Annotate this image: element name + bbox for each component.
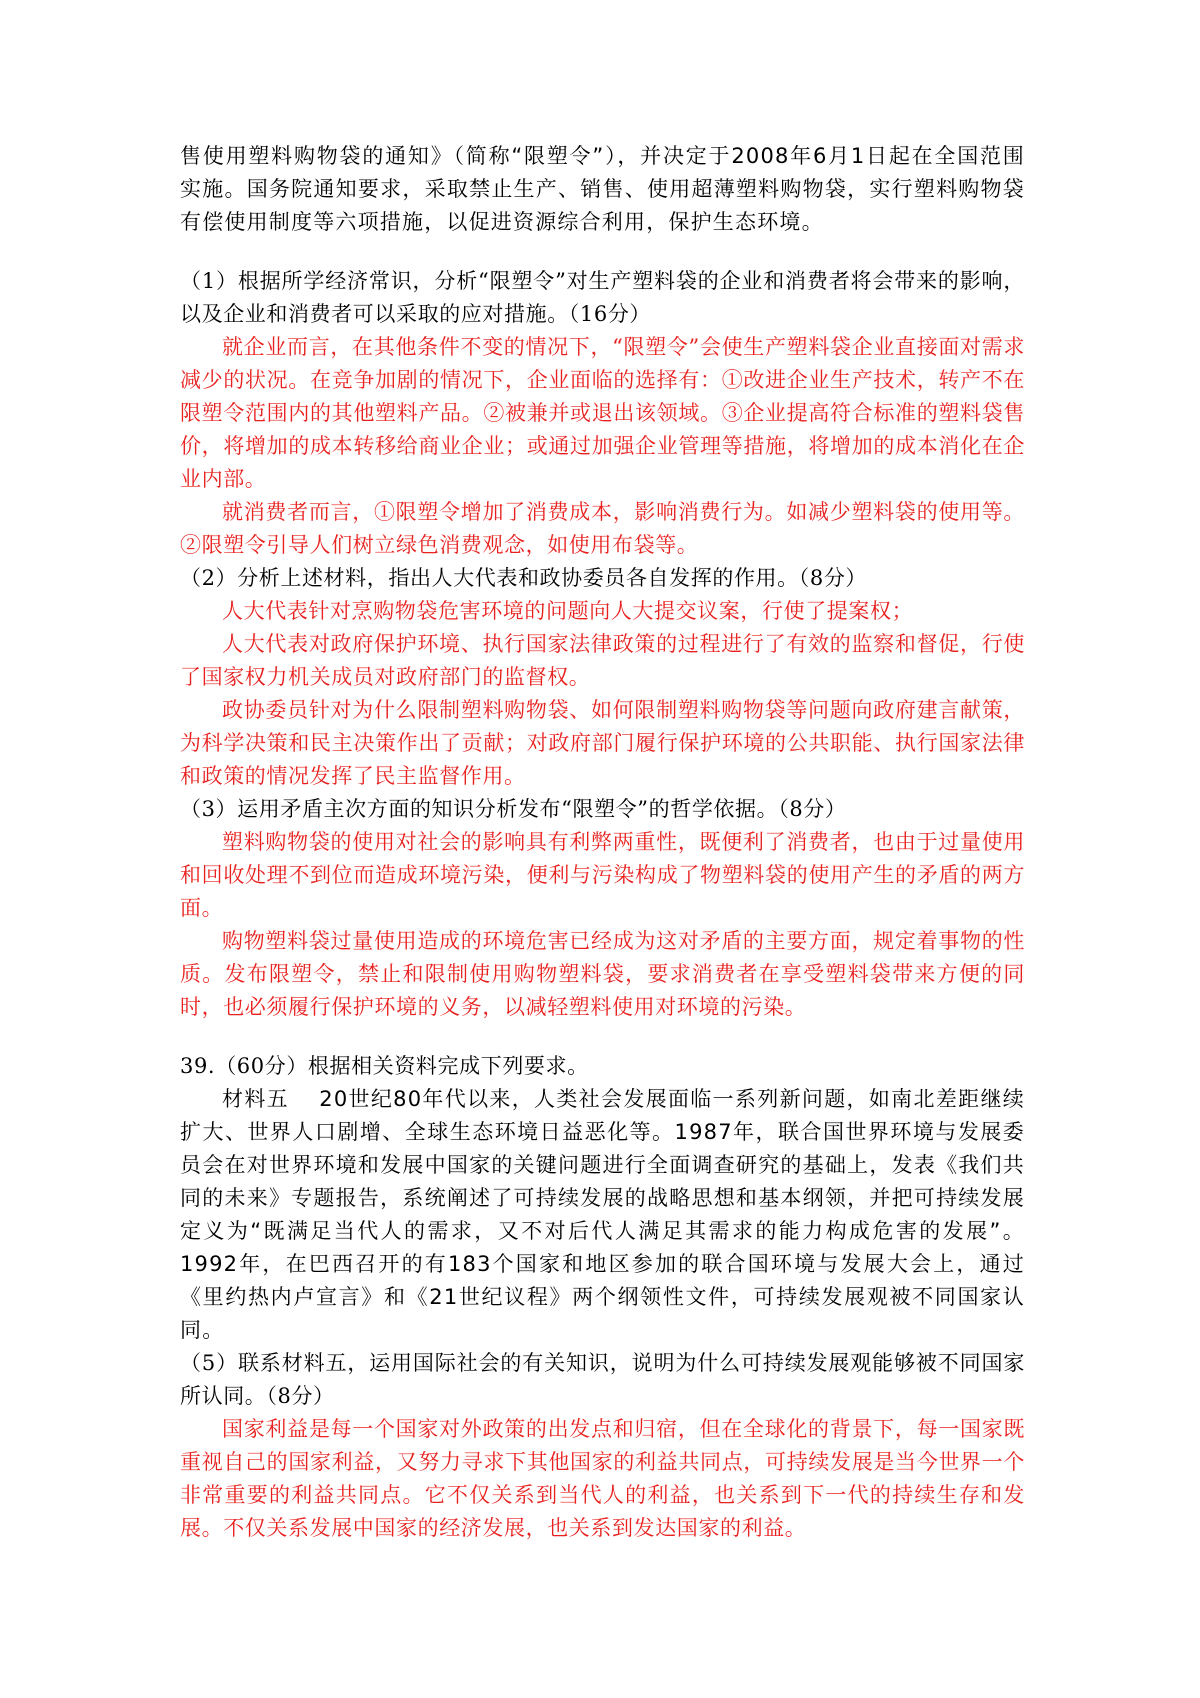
- document-body: [180, 140, 1025, 1545]
- answer-2-supervision-right: 人大代表对政府保护环境、执行国家法律政策的过程进行了有效的监察和督促，行使了国家权力机关成员对政府部门的监督权。: [180, 632, 1025, 689]
- question-3: （3）运用矛盾主次方面的知识分析发布“限塑令”的哲学依据。（8分）: [180, 797, 847, 821]
- answer-2-cppcc-role: 政协委员针对为什么限制塑料购物袋、如何限制塑料购物袋等问题向政府建言献策，为科学决策和民主决策作出了贡献；对政府部门履行保护环境的公共职能、执行国家法律和政策的情况发挥了民主监督作用。: [180, 698, 1025, 788]
- answer-3-principal-aspect: 购物塑料袋过量使用造成的环境危害已经成为这对矛盾的主要方面，规定着事物的性质。发布限塑令，禁止和限制使用购物塑料袋，要求消费者在享受塑料袋带来方便的同时，也必须履行保护环境的义务，以减轻塑料使用对环境的污染。: [180, 929, 1025, 1019]
- question-39-heading: 39.（60分）根据相关资料完成下列要求。: [180, 1054, 589, 1078]
- answer-2-proposal-right: 人大代表针对烹购物袋危害环境的问题向人大提交议案，行使了提案权；: [222, 599, 914, 623]
- material-5-paragraph: 材料五 20世纪80年代以来，人类社会发展面临一系列新问题，如南北差距继续扩大、世界人口剧增、全球生态环境日益恶化等。1987年，联合国世界环境与发展委员会在对世界环境和发展中国家的关键问题进行全面调查研究的基础上，发表《我们共同的未来》专题报告，系统阐述了可持续发展的战略思想和基本纲领，并把可持续发展定义为“既满足当代人的需求，又不对后代人满足其需求的能力构成危害的发展”。1992年，在巴西召开的有183个国家和地区参加的联合国环境与发展大会上，通过《里约热内卢宣言》和《21世纪议程》两个纲领性文件，可持续发展观被不同国家认同。: [180, 1087, 1025, 1342]
- question-1: （1）根据所学经济常识，分析“限塑令”对生产塑料袋的企业和消费者将会带来的影响，以及企业和消费者可以采取的应对措施。（16分）: [180, 269, 1025, 326]
- answer-5: 国家利益是每一个国家对外政策的出发点和归宿，但在全球化的背景下，每一国家既重视自己的国家利益，又努力寻求下其他国家的利益共同点，可持续发展是当今世界一个非常重要的利益共同点。它不仅关系到当代人的利益，也关系到下一代的持续生存和发展。不仅关系发展中国家的经济发展，也关系到发达国家的利益。: [180, 1417, 1025, 1540]
- answer-1-enterprise: 就企业而言，在其他条件不变的情况下，“限塑令”会使生产塑料袋企业直接面对需求减少的状况。在竞争加剧的情况下，企业面临的选择有：①改进企业生产技术，转产不在限塑令范围内的其他塑料产品。②被兼并或退出该领域。③企业提高符合标准的塑料袋售价，将增加的成本转移给商业企业；或通过加强企业管理等措施，将增加的成本消化在企业内部。: [180, 335, 1025, 491]
- answer-1-consumer: 就消费者而言，①限塑令增加了消费成本，影响消费行为。如减少塑料袋的使用等。②限塑令引导人们树立绿色消费观念，如使用布袋等。: [180, 500, 1025, 557]
- question-2: （2）分析上述材料，指出人大代表和政协委员各自发挥的作用。（8分）: [180, 566, 868, 590]
- question-5: （5）联系材料五，运用国际社会的有关知识，说明为什么可持续发展观能够被不同国家所认同。（8分）: [180, 1351, 1025, 1408]
- answer-3-contradiction-aspects: 塑料购物袋的使用对社会的影响具有利弊两重性，既便利了消费者，也由于过量使用和回收处理不到位而造成环境污染，便利与污染构成了物塑料袋的使用产生的矛盾的两方面。: [180, 830, 1025, 920]
- material-intro-paragraph: 售使用塑料购物袋的通知》（简称“限塑令”），并决定于2008年6月1日起在全国范围实施。国务院通知要求，采取禁止生产、销售、使用超薄塑料购物袋，实行塑料购物袋有偿使用制度等六项措施，以促进资源综合利用，保护生态环境。: [180, 144, 1025, 234]
